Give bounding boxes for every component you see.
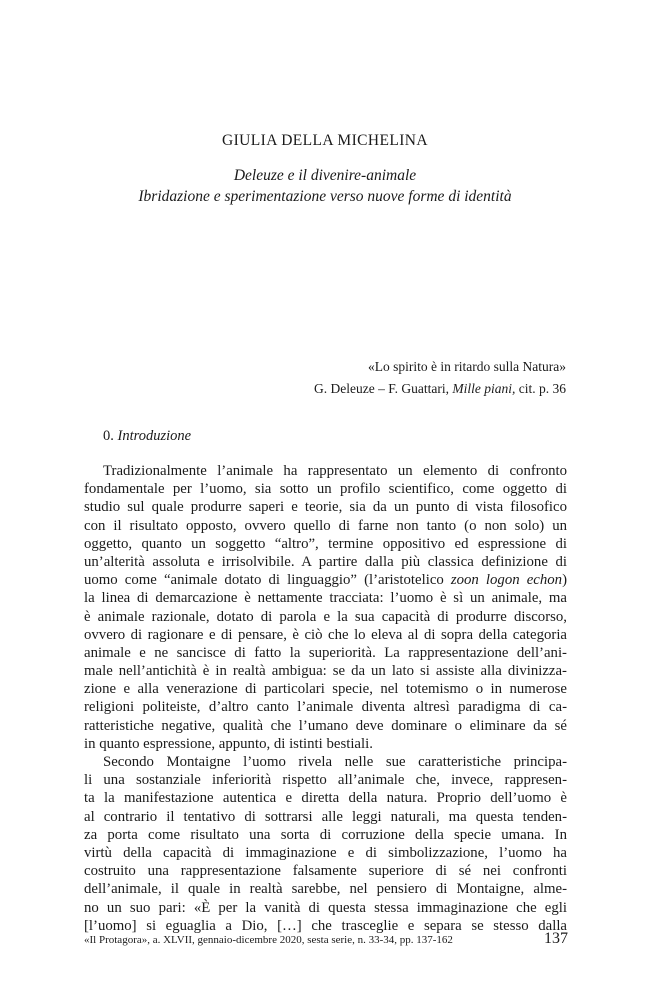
text-line: virtù della capacità di immaginazione e di simbolizzazione, l’uomo ha [84,844,567,861]
text-line-end: ) [562,572,567,589]
section-title: Introduzione [117,428,192,444]
text-line: zione e alla venerazione di particolari specie, nel totemismo o in numerose [84,681,567,698]
text-line: li una sostanziale inferiorità rispetto all’animale che, invece, rappresen- [84,772,567,789]
epigraph-source-work: Mille piani, [452,381,516,396]
text-line: un’alterità assoluta e irrisolvibile. A partire dalla più classica definizione di [84,553,567,570]
text-line: oggetto, quanto un soggetto “altro”, termine oppositivo ed espressione di [84,535,567,552]
text-line: ovvero di ragionare e di pensare, è ciò che lo eleva al di sopra della categoria [84,626,567,643]
text-line: [l’uomo] si eguaglia a Dio, […] che trasceglie e separa se stesso dalla [84,917,567,934]
text-line: è animale razionale, dotato di parola e la sua capacità di produrre discorso, [84,608,567,625]
page-footer [84,930,568,948]
epigraph-source-prefix: G. Deleuze – F. Guattari, [314,381,453,396]
text-line: fondamentale per l’uomo, sia sotto un profilo scientifico, come oggetto di [84,481,567,498]
text-line: costruito una rappresentazione falsamente superiore di sé nei confronti [84,863,567,880]
text-line [84,571,567,589]
author-name: GIULIA DELLA MICHELINA [222,132,428,149]
title-line-1: Deleuze e il divenire-animale [233,167,417,184]
body-text [84,462,567,935]
text-line: za porta come risultato una sorta di corruzione della specie umana. In [84,826,567,843]
text-line: la linea di demarcazione è nettamente tracciata: l’uomo è sì un animale, ma [84,590,567,607]
title-line-2: Ibridazione e sperimentazione verso nuove forme di identità [138,188,512,205]
epigraph-quote: «Lo spirito è in ritardo sulla Natura» [368,359,566,374]
article-title [0,165,650,207]
text-line: male nell’antichità è in realtà ambigua: se da un lato si assiste alla divinizza- [84,663,567,680]
epigraph [314,356,566,400]
text-line: in quanto espressione, appunto, di istinti bestiali. [84,735,373,752]
text-line: dell’animale, il quale in realtà sarebbe, nel pensiero di Montaigne, alme- [84,881,567,898]
text-line: Secondo Montaigne l’uomo rivela nelle sue caratteristiche principa- [103,754,567,770]
text-line: al contrario il tentativo di sottrarsi alle leggi naturali, ma questa tenden- [84,808,567,825]
text-line: Tradizionalmente l’animale ha rappresentato un elemento di confronto [103,463,567,479]
paragraph-1 [84,462,567,753]
section-number: 0. [103,428,118,444]
epigraph-source [314,378,566,400]
text-line: studio sul quale produrre saperi e teorie, sia da un punto di vista filosofico [84,499,567,516]
paragraph-2 [84,753,567,935]
text-line: animale e ne sancisce di fatto la superiorità. La rappresentazione dell’ani- [84,644,567,661]
text-line: no un suo pari: «È per la vanità di questa stessa immaginazione che egli [84,899,567,916]
section-heading [103,428,191,445]
epigraph-source-suffix: cit. p. 36 [515,381,566,396]
greek-phrase: zoon logon echon [450,572,563,589]
text-line: ratteristiche negative, qualità che l’umano deve dominare o eliminare da sé [84,717,567,734]
text-line-start: uomo come “animale dotato di linguaggio” (l’aristotelico [84,572,451,589]
page-number: 137 [544,930,568,947]
text-line: ta la manifestazione autentica e diretta della natura. Proprio dell’uomo è [84,790,567,807]
text-line: con il risultato opposto, ovvero quello di farne non tanto (o non solo) un [84,517,567,534]
text-line: religioni politeiste, d’altro canto l’animale diventa altresì paradigma di ca- [84,699,567,716]
journal-citation: «Il Protagora», a. XLVII, gennaio-dicembre 2020, sesta serie, n. 33-34, pp. 137-162 [84,934,453,946]
